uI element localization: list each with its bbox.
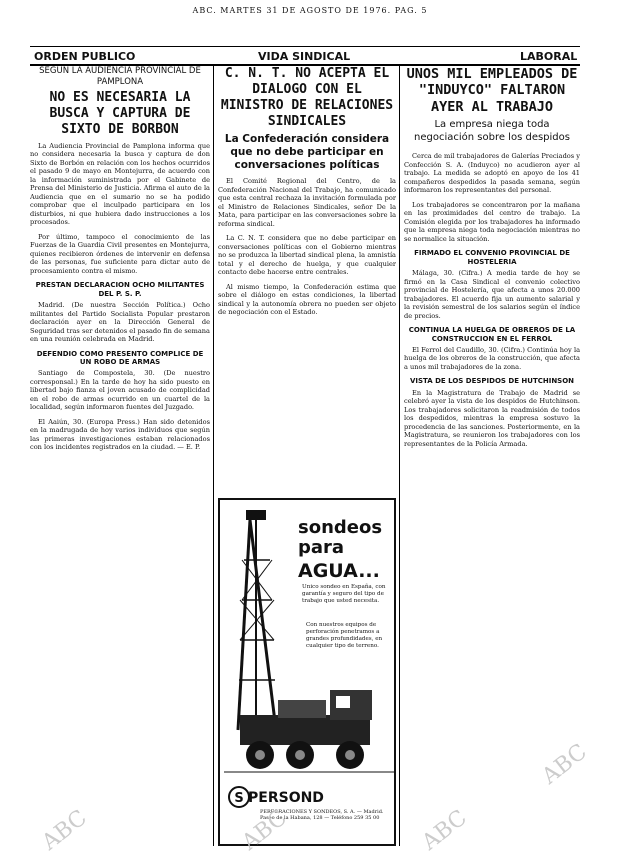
ad-headline: sondeos para: [298, 517, 383, 558]
article-subhead: La empresa niega toda negociación sobre los despidos: [414, 119, 570, 143]
section-orden-publico: ORDEN PUBLICO: [34, 50, 136, 63]
right-column: [404, 66, 580, 846]
drilling-rig-illustration: [220, 500, 396, 790]
article-body: Al mismo tiempo, la Confederación estima que sobre el diálogo en estas condiciones, la libertad sindical y la autonomía obrera no pueden ser objeto de negociación con el Estado.: [218, 282, 396, 317]
article-body: En la Magistratura de Trabajo de Madrid se celebró ayer la vista de los despidos de Hutchinson. Los trabajadores solicitaron la readmisión de todos los despedidos, mientras la empresa sostuvo la procedencia de las sanciones. Posteriormente, en la Magistratura, se reunieron los trabajadores con los representantes de la Policía Armada.: [404, 388, 580, 448]
article-body: Madrid. (De nuestra Sección Política.) Ocho militantes del Partido Socialista Popular prestaron declaración ayer en la Dirección General de Seguridad tras ser detenidos el pasado fin de semana en una reunión celebrada en Madrid.: [30, 301, 210, 344]
article-body: El Aaiún, 30. (Europa Press.) Han sido detenidos en la madrugada de hoy varios individuos que según las primeras investigaciones estaban relacionados con los incidentes registrados en la ciudad. — E. P.: [30, 417, 210, 452]
section-laboral: LABORAL: [520, 50, 578, 63]
drilling-advertisement: [218, 498, 396, 846]
abc-watermark: ABC: [537, 739, 592, 790]
center-column: [218, 66, 396, 506]
article-headline: DEFENDIO COMO PRESENTO COMPLICE DE UN ROBO DE ARMAS: [36, 349, 204, 366]
ad-features: Con nuestros equipos de perforación penetramos a grandes profundidades, en cualquier tipo de terreno.: [306, 622, 383, 649]
article-body: Santiago de Compostela, 30. (De nuestro corresponsal.) En la tarde de hoy ha sido puesto en libertad bajo fianza el joven acusado de complicidad en el robo de armas ocurrido en un cuartel de la localidad, según informaron fuentes del Juzgado.: [30, 369, 210, 412]
article-body: Los trabajadores se concentraron por la mañana en las proximidades del centro de trabajo. La Comisión elegida por los trabajadores ha informado que la empresa niega toda negociación mientras no se normalice la situación.: [404, 200, 580, 243]
article-body: La C. N. T. considera que no debe participar en conversaciones políticas con el Gobierno mientras no se produzca la libertad sindical plena, la amnistía total y el derecho de huelga, y que cualquier contacto debe hacerse entre centrales.: [218, 234, 396, 277]
ad-headline-agua: AGUA...: [298, 560, 380, 582]
ad-brand: PERSOND: [248, 790, 324, 806]
top-rule: [30, 46, 580, 47]
article-headline: FIRMADO EL CONVENIO PROVINCIAL DE HOSTELERIA: [414, 249, 570, 266]
article-body: Cerca de mil trabajadores de Galerías Preciados y Confección S. A. (Induyco) no acudieron ayer al trabajo. La medida se adoptó en apoyo de los 41 compañeros despedidos la pasada semana, según informaron los representantes del personal.: [404, 152, 580, 195]
ad-tagline: Unico sondeo en España, con garantía y seguro del tipo de trabajo que usted necesita.: [302, 584, 386, 604]
abc-watermark: ABC: [417, 805, 472, 856]
abc-watermark: ABC: [237, 805, 292, 856]
article-subhead: La Confederación considera que no debe participar en conversaciones políticas: [224, 133, 390, 171]
article-headline: PRESTAN DECLARACION OCHO MILITANTES DEL P. S. P.: [35, 281, 205, 298]
article-body: Málaga, 30. (Cifra.) A media tarde de hoy se firmó en la Casa Sindical el convenio colectivo provincial de Hostelería, que afecta a unos 20.000 trabajadores. El acuerdo fija un aumento salarial y la revisión semestral de los salarios según el índice de precios.: [404, 269, 580, 320]
left-column: [30, 66, 210, 846]
article-kicker: SEGUN LA AUDIENCIA PROVINCIAL DE PAMPLONA: [39, 66, 201, 87]
abc-watermark: ABC: [37, 805, 92, 856]
persond-logo-icon: S: [228, 786, 250, 808]
article-headline: VISTA DE LOS DESPIDOS DE HUTCHINSON: [409, 377, 575, 386]
column-divider-1: [213, 66, 214, 846]
article-headline: NO ES NECESARIA LA BUSCA Y CAPTURA DE SIXTO DE BORBON: [49, 90, 191, 137]
page-header: ABC. MARTES 31 DE AGOSTO DE 1976. PAG. 5: [192, 6, 428, 15]
section-vida-sindical: VIDA SINDICAL: [258, 50, 351, 63]
article-headline: CONTINUA LA HUELGA DE OBREROS DE LA CONSTRUCCION EN EL FERROL: [408, 326, 576, 343]
article-headline: UNOS MIL EMPLEADOS DE "INDUYCO" FALTARON AYER AL TRABAJO: [406, 66, 578, 115]
article-body: Por último, tampoco el conocimiento de las Fuerzas de la Guardia Civil presentes en Montejurra, quienes recibieron órdenes de intervenir en defensa de las personas, fue suficiente para dictar auto de procesamiento contra el mismo.: [30, 232, 210, 275]
article-body: La Audiencia Provincial de Pamplona informa que no considera necesaria la busca y captura de don Sixto de Borbón en relación con los hechos ocurridos el pasado 9 de mayo en Montejurra, de acuerdo con la información suministrada por el Gabinete de Prensa del Ministerio de Justicia. Afirma el auto de la Audiencia que en el sumario no se ha podido comprobar que el inculpado participara en los disturbios, ni que hubiera dado instrucciones a los procesados.: [30, 141, 210, 227]
article-body: El Comité Regional del Centro, de la Confederación Nacional del Trabajo, ha comunicado que esta central rechaza la invitación formulada por el Ministro de Relaciones Sindicales, señor De la Mata, para participar en las conversaciones sobre la reforma sindical.: [218, 177, 396, 228]
article-headline: C. N. T. NO ACEPTA EL DIALOGO CON EL MINISTRO DE RELACIONES SINDICALES: [220, 66, 394, 129]
column-divider-2: [399, 66, 400, 846]
article-body: El Ferrol del Caudillo, 30. (Cifra.) Continúa hoy la huelga de los obreros de la construcción, que afecta a unos mil trabajadores de la zona.: [404, 345, 580, 371]
ad-address: PERFORACIONES Y SONDEOS, S. A. — Madrid. Paseo de la Habana, 128 — Teléfono 259 35 00: [260, 809, 384, 821]
